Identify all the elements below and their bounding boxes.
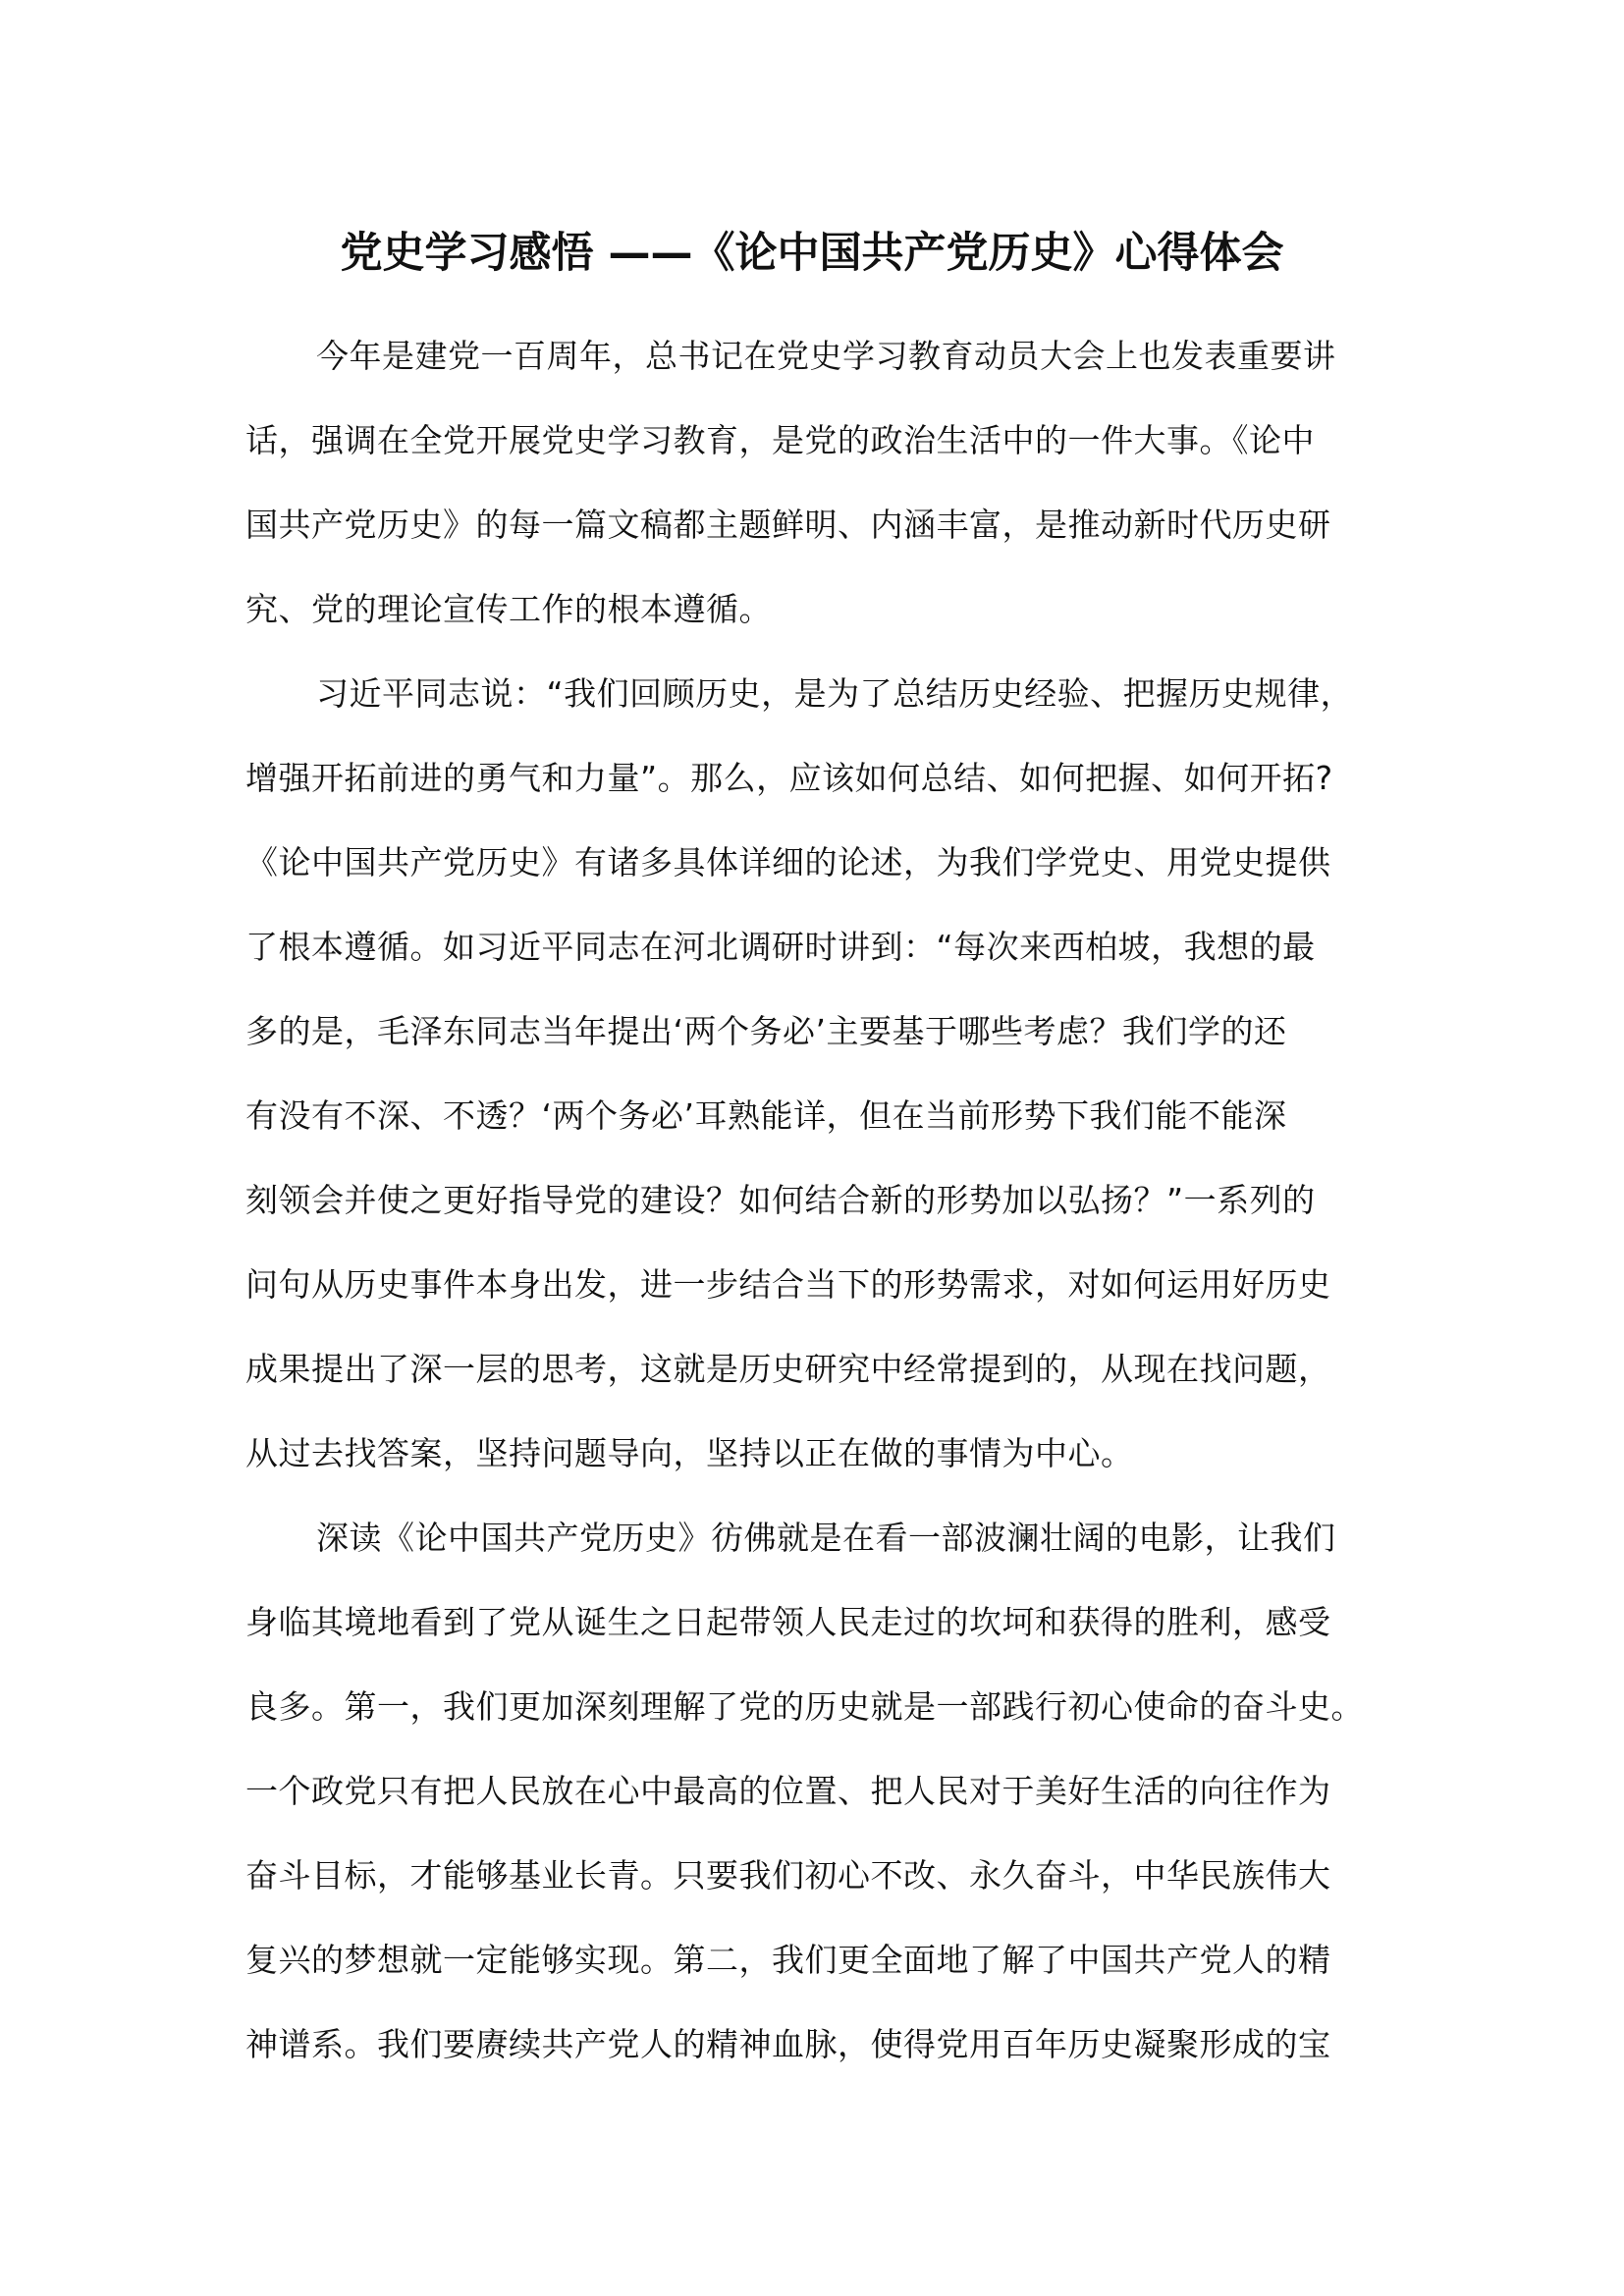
paragraph-line: 多的是，毛泽东同志当年提出‘两个务必’主要基于哪些考虑？我们学的还 [245,1012,1287,1050]
paragraph-line: 奋斗目标，才能够基业长青。只要我们初心不改、永久奋斗，中华民族伟大 [245,1856,1331,1895]
paragraph-line: 有没有不深、不透？‘两个务必’耳熟能详，但在当前形势下我们能不能深 [245,1096,1287,1135]
paragraph-line: 一个政党只有把人民放在心中最高的位置、把人民对于美好生活的向往作为 [245,1772,1331,1810]
paragraph-line: 增强开拓前进的勇气和力量”。那么，应该如何总结、如何把握、如何开拓? [245,759,1333,797]
paragraph-line: 究、党的理论宣传工作的根本遵循。 [245,590,772,628]
paragraph-2 [245,652,1384,1496]
paragraph-line: 今年是建党一百周年，总书记在党史学习教育动员大会上也发表重要讲 [316,337,1336,375]
paragraph-line: 《论中国共产党历史》有诸多具体详细的论述，为我们学党史、用党史提供 [245,843,1331,881]
paragraph-line: 神谱系。我们要赓续共产党人的精神血脉，使得党用百年历史凝聚形成的宝 [245,2025,1331,2063]
paragraph-line: 话，强调在全党开展党史学习教育，是党的政治生活中的一件大事。《论中 [245,421,1315,459]
paragraph-line: 深读《论中国共产党历史》彷佛就是在看一部波澜壮阔的电影，让我们 [316,1519,1336,1557]
document-body [245,314,1384,2087]
paragraph-line: 身临其境地看到了党从诞生之日起带领人民走过的坎坷和获得的胜利，感受 [245,1603,1331,1641]
paragraph-line: 成果提出了深一层的思考，这就是历史研究中经常提到的，从现在找问题， [245,1350,1331,1388]
document-title: 党史学习感悟 ——《论中国共产党历史》心得体会 [340,229,1284,278]
paragraph-line: 国共产党历史》的每一篇文稿都主题鲜明、内涵丰富，是推动新时代历史研 [245,506,1331,544]
paragraph-line: 问句从历史事件本身出发，进一步结合当下的形势需求，对如何运用好历史 [245,1265,1331,1304]
paragraph-line: 习近平同志说：“我们回顾历史，是为了总结历史经验、把握历史规律， [316,674,1354,713]
paragraph-line: 良多。第一，我们更加深刻理解了党的历史就是一部践行初心使命的奋斗史。 [245,1687,1364,1726]
paragraph-line: 刻领会并使之更好指导党的建设？如何结合新的形势加以弘扬？”一系列的 [245,1181,1316,1219]
paragraph-1 [245,314,1384,652]
paragraph-line: 从过去找答案，坚持问题导向，坚持以正在做的事情为中心。 [245,1434,1134,1472]
paragraph-line: 了根本遵循。如习近平同志在河北调研时讲到：“每次来西柏坡，我想的最 [245,928,1316,966]
paragraph-line: 复兴的梦想就一定能够实现。第二，我们更全面地了解了中国共产党人的精 [245,1941,1331,1979]
paragraph-3 [245,1496,1384,2087]
